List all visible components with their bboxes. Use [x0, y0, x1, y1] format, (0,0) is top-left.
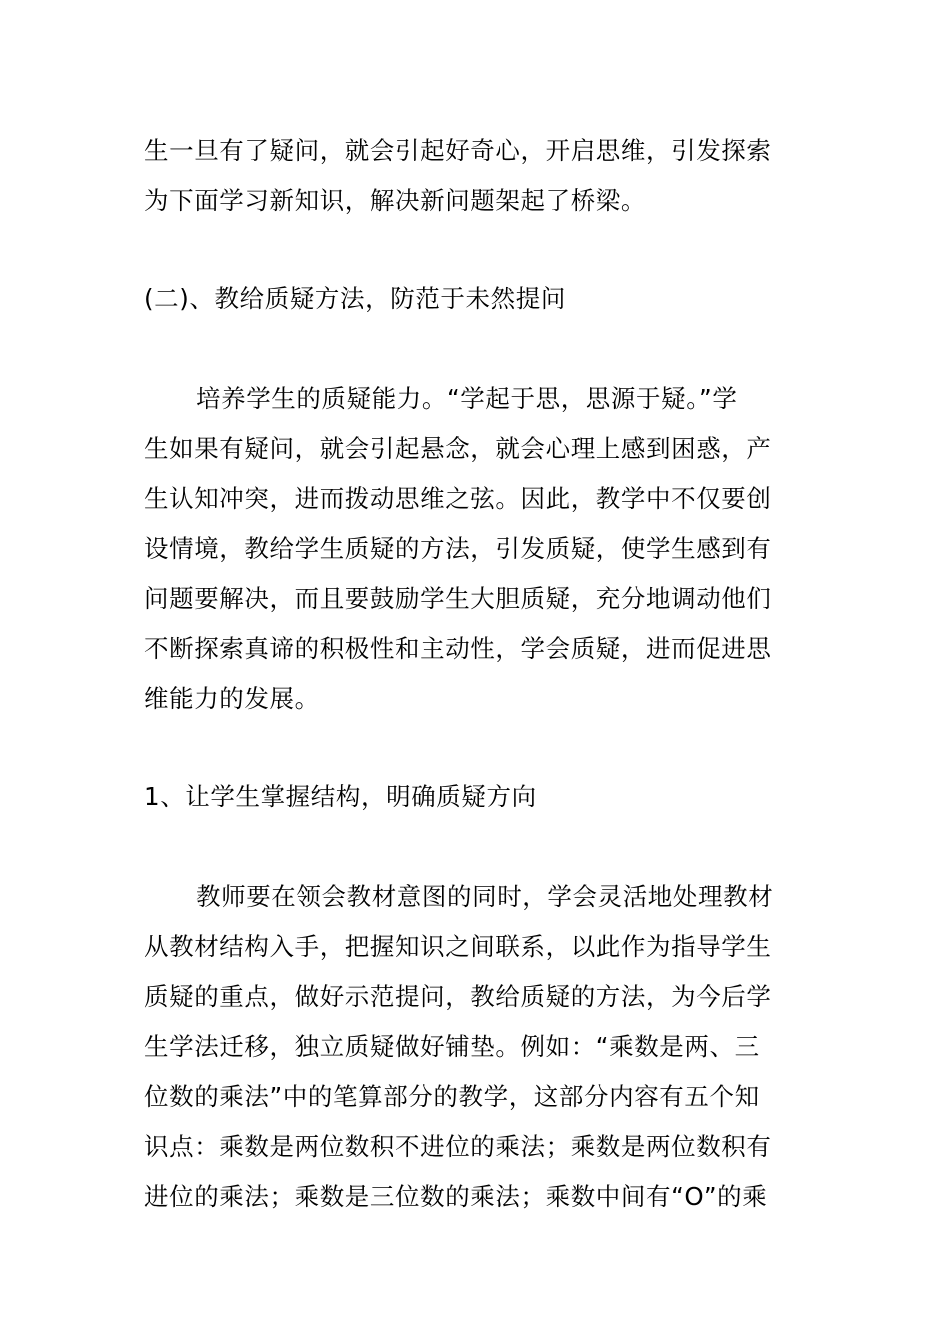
- paragraph-line: 进位的乘法；乘数是三位数的乘法；乘数中间有“O”的乘: [144, 1182, 768, 1211]
- paragraph-line: 问题要解决，而且要鼓励学生大胆质疑，充分地调动他们: [144, 584, 772, 613]
- section-heading: (二)、教给质疑方法，防范于未然提问: [144, 284, 566, 313]
- paragraph-line: 识点：乘数是两位数积不进位的乘法；乘数是两位数积有: [144, 1132, 772, 1161]
- paragraph-line: 位数的乘法”中的笔算部分的教学，这部分内容有五个知: [144, 1082, 760, 1111]
- paragraph-line: 生一旦有了疑问，就会引起好奇心，开启思维，引发探索: [144, 136, 772, 165]
- paragraph-line: 生认知冲突，进而拨动思维之弦。因此，教学中不仅要创: [144, 484, 772, 513]
- subsection-heading: 1、让学生掌握结构，明确质疑方向: [144, 782, 537, 811]
- paragraph-line: 维能力的发展。: [144, 684, 320, 713]
- paragraph-line: 质疑的重点，做好示范提问，教给质疑的方法，为今后学: [144, 982, 772, 1011]
- paragraph-line: 设情境，教给学生质疑的方法，引发质疑，使学生感到有: [144, 534, 772, 563]
- paragraph-line: 从教材结构入手，把握知识之间联系，以此作为指导学生: [144, 932, 772, 961]
- paragraph-line: 为下面学习新知识，解决新问题架起了桥梁。: [144, 186, 646, 215]
- paragraph-line: 生学法迁移，独立质疑做好铺垫。例如：“乘数是两、三: [144, 1032, 760, 1061]
- paragraph-line: 教师要在领会教材意图的同时，学会灵活地处理教材: [196, 882, 774, 911]
- paragraph-line: 生如果有疑问，就会引起悬念，就会心理上感到困惑，产: [144, 434, 772, 463]
- paragraph-line: 培养学生的质疑能力。“学起于思，思源于疑。”学: [196, 384, 738, 413]
- paragraph-line: 不断探索真谛的积极性和主动性，学会质疑，进而促进思: [144, 634, 772, 663]
